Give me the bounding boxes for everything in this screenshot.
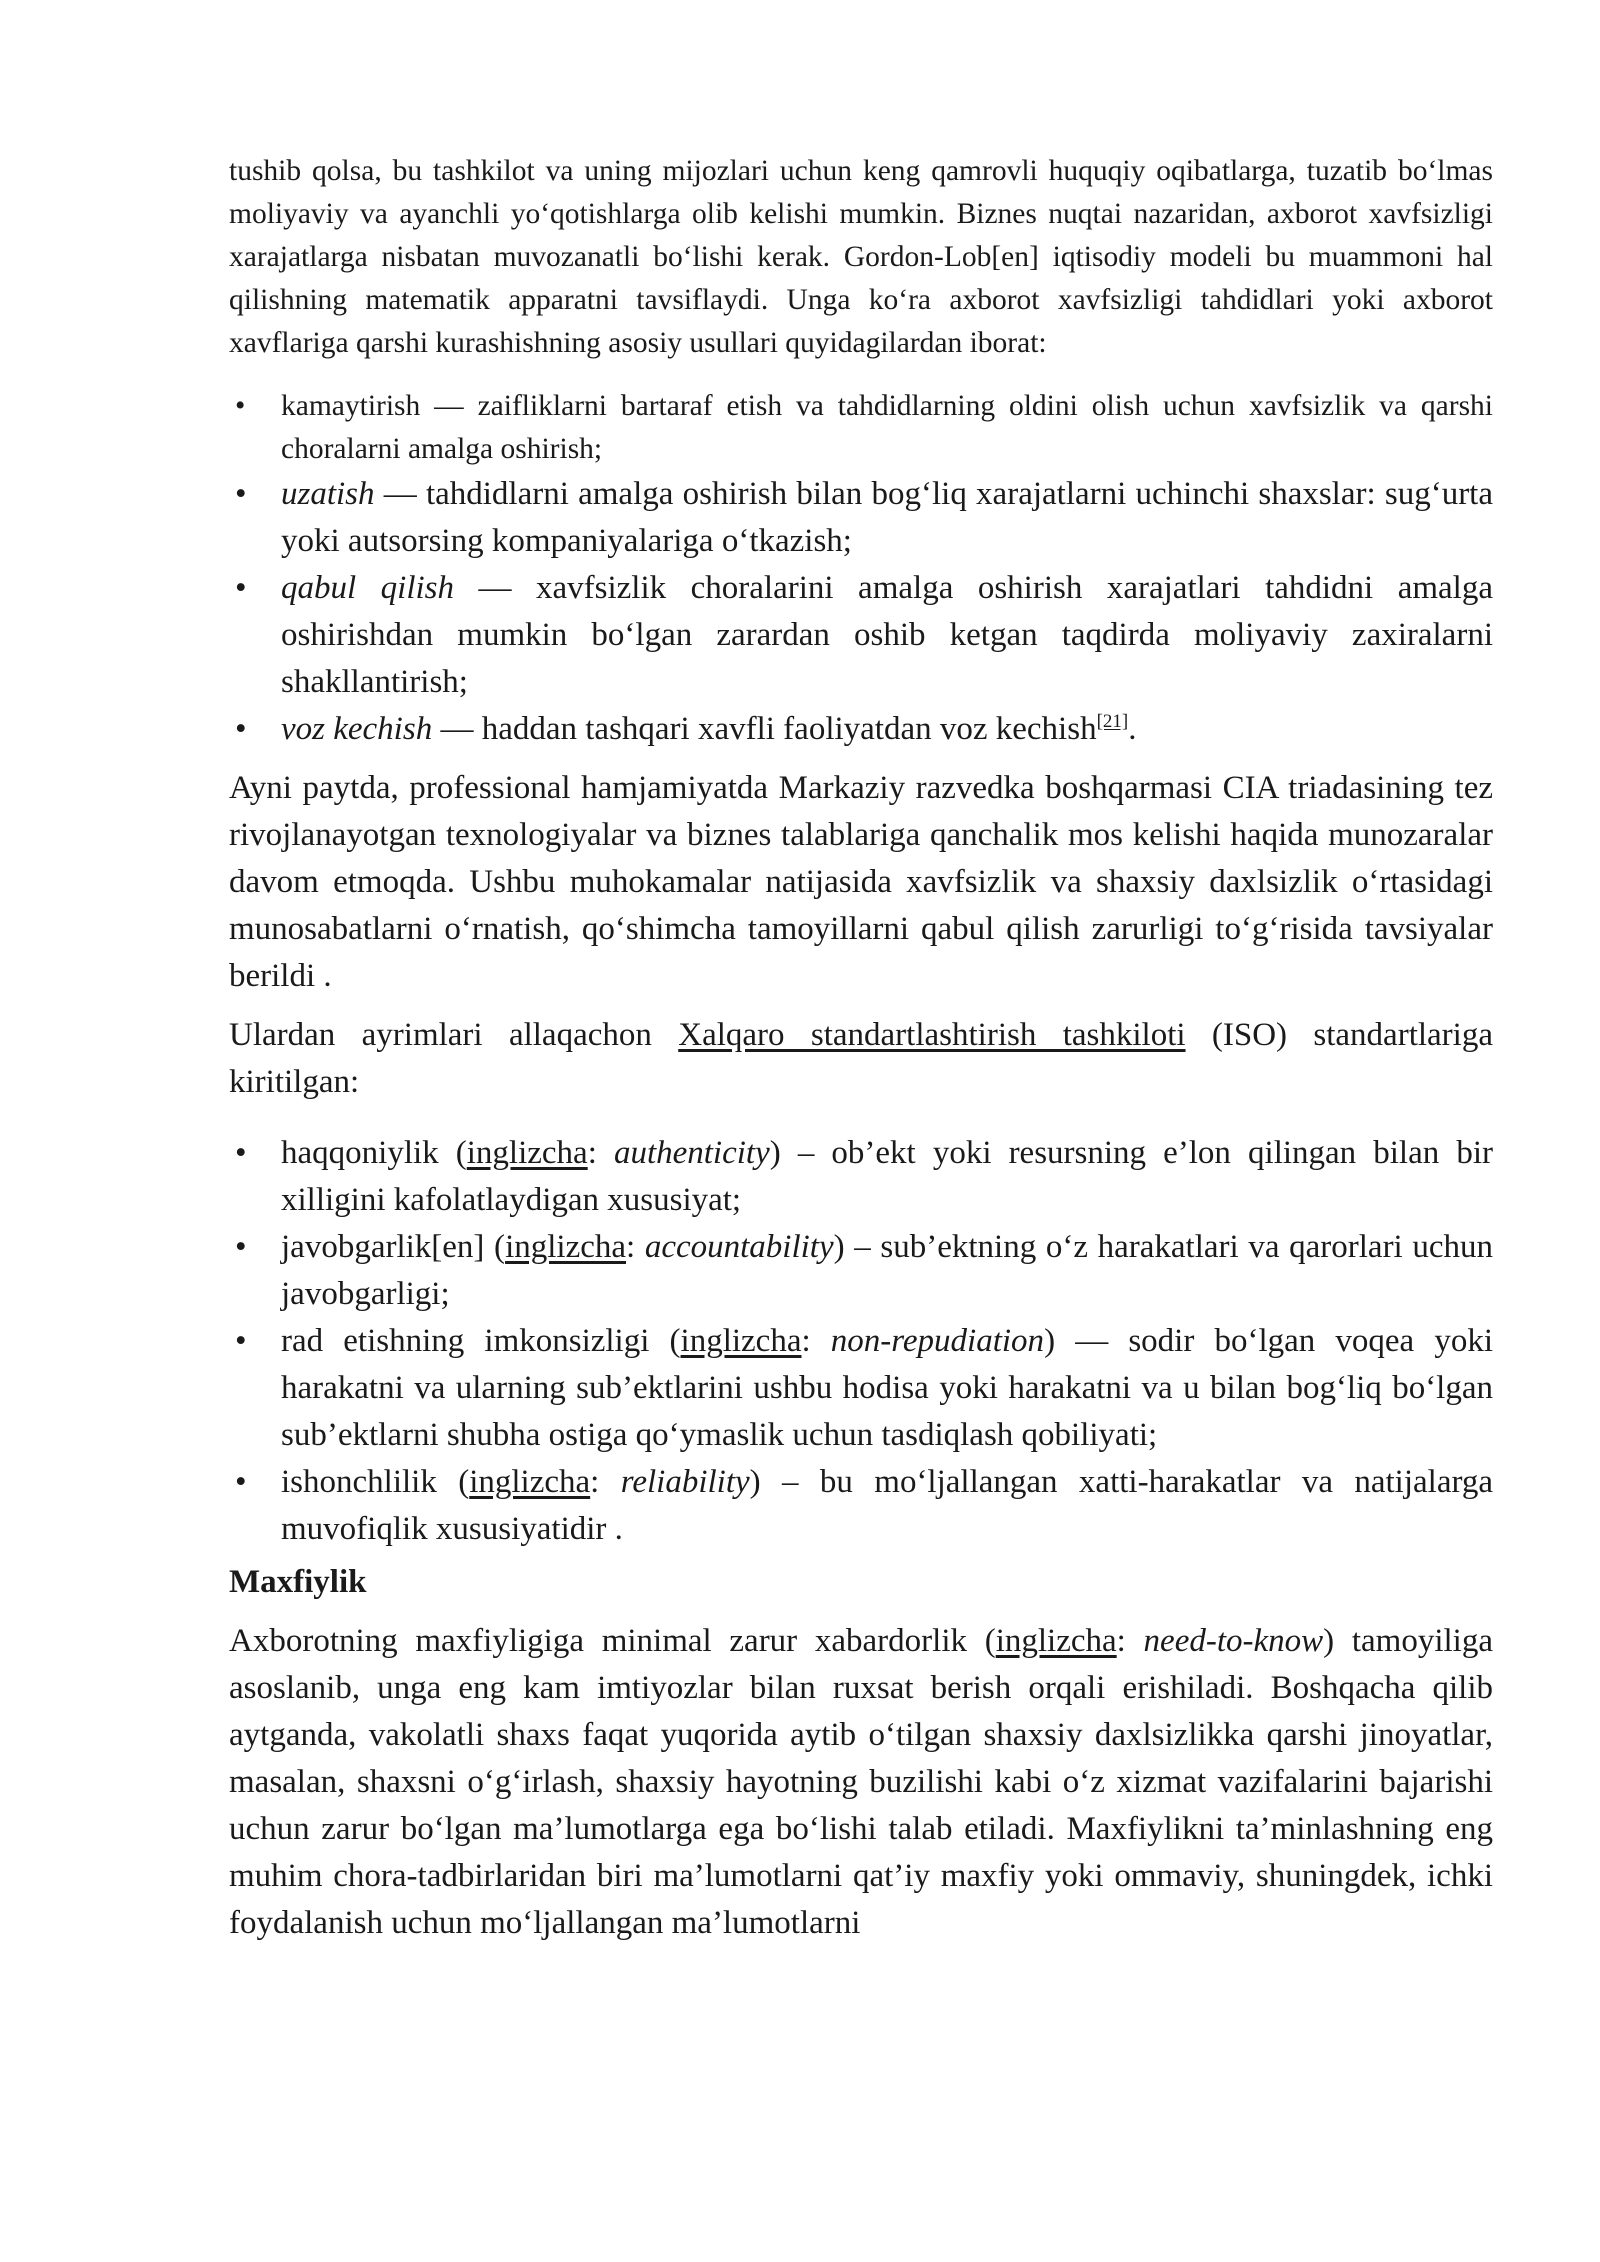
list-item bbox=[229, 706, 1493, 753]
list-item bbox=[229, 565, 1493, 706]
language-link[interactable]: inglizcha bbox=[680, 1323, 802, 1359]
dash: — bbox=[432, 711, 482, 747]
dash: — bbox=[1055, 1323, 1129, 1359]
bullet-icon: • bbox=[235, 570, 247, 606]
iso-link[interactable]: Xalqaro standartlashtirish tashkiloti bbox=[678, 1017, 1186, 1053]
english-term: reliability bbox=[620, 1464, 750, 1500]
bullet-icon: • bbox=[235, 1464, 247, 1500]
list-item bbox=[229, 1318, 1493, 1459]
principle-term: haqqoniylik bbox=[281, 1135, 439, 1171]
bullet-icon: • bbox=[235, 1135, 247, 1171]
english-term: non-repudiation bbox=[830, 1323, 1045, 1359]
paragraph-maxfiylik-before: Axborotning maxfiyligiga minimal zarur xabardorlik ( bbox=[229, 1623, 996, 1659]
language-link[interactable]: inglizcha bbox=[505, 1229, 627, 1265]
risk-term: qabul qilish bbox=[281, 570, 455, 606]
principle-description: ob’ekt yoki resursning e’lon qilingan bilan bir xilligini kafolatlaydigan xususiyat; bbox=[281, 1135, 1493, 1218]
sentence-end: . bbox=[1128, 711, 1137, 747]
risk-description: haddan tashqari xavfli faoliyatdan voz kechish bbox=[481, 711, 1097, 747]
risk-description: zaifliklarni bartaraf etish va tahdidlarning oldini olish uchun xavfsizlik va qarshi choralarni amalga oshirish; bbox=[281, 390, 1493, 465]
bullet-icon: • bbox=[235, 476, 247, 512]
risk-term: voz kechish bbox=[281, 711, 433, 747]
risk-term: kamaytirish bbox=[281, 390, 421, 422]
language-link[interactable]: inglizcha bbox=[466, 1135, 588, 1171]
document-page bbox=[229, 150, 1493, 1947]
colon: : bbox=[590, 1464, 621, 1500]
risk-term: uzatish bbox=[281, 476, 375, 512]
principle-term: ishonchlilik bbox=[281, 1464, 437, 1500]
bullet-icon: • bbox=[235, 1323, 247, 1359]
principles-list bbox=[229, 1130, 1493, 1553]
paren-open: ( bbox=[649, 1323, 681, 1359]
principle-description: sub’ektning oʻz harakatlari va qarorlari uchun javobgarligi; bbox=[281, 1229, 1494, 1312]
paren-open: ( bbox=[484, 1229, 506, 1265]
intro-paragraph: tushib qolsa, bu tashkilot va uning mijozlari uchun keng qamrovli huquqiy oqibatlarga, tuzatib boʻlmas moliyaviy va ayanchli yoʻqotishlarga olib kelishi mumkin. Biznes nuqtai nazaridan, axborot xavfsizligi xarajatlarga nisbatan muvozanatli boʻlishi kerak. Gordon-Lob[en] iqtisodiy modeli bu muammoni hal qilishning matematik apparatni tavsiflaydi. Unga koʻra axborot xavfsizligi tahdidlari yoki axborot xavflariga qarshi kurashishning asosiy usullari quyidagilardan iborat: bbox=[229, 155, 1493, 359]
principle-term: javobgarlik[en] bbox=[281, 1229, 485, 1265]
principle-term: rad etishning imkonsizligi bbox=[281, 1323, 650, 1359]
paren-open: ( bbox=[438, 1135, 467, 1171]
paren-close: ) bbox=[769, 1135, 781, 1171]
risk-methods-list bbox=[229, 385, 1493, 471]
list-item bbox=[229, 385, 1493, 471]
paren-close: ) bbox=[1044, 1323, 1056, 1359]
list-item bbox=[229, 471, 1493, 565]
paragraph-iso bbox=[229, 1012, 1493, 1106]
paragraph-cia: Ayni paytda, professional hamjamiyatda Markaziy razvedka boshqarmasi CIA triadasining tez rivojlanayotgan texnologiyalar va biznes talablariga qanchalik mos kelishi haqida munozaralar davom etmoqda. Ushbu muhokamalar natijasida xavfsizlik va shaxsiy daxlsizlik oʻrtasidagi munosabatlarni oʻrnatish, qoʻshimcha tamoyillarni qabul qilish zarurligi toʻgʻrisida tavsiyalar berildi . bbox=[229, 770, 1493, 994]
paragraph-iso-after: (ISO) standartlariga kiritilgan: bbox=[229, 1017, 1493, 1100]
bullet-icon: • bbox=[235, 711, 247, 747]
language-link[interactable]: inglizcha bbox=[995, 1623, 1117, 1659]
colon: : bbox=[801, 1323, 831, 1359]
bullet-icon: • bbox=[235, 390, 246, 422]
paren-close: ) bbox=[749, 1464, 761, 1500]
risk-description: xavfsizlik choralarini amalga oshirish xarajatlari tahdidni amalga oshirishdan mumkin boʻlgan zarardan oshib ketgan taqdirda moliyaviy zaxiralarni shakllantirish; bbox=[281, 570, 1493, 700]
principle-description: bu moʻljallangan xatti-harakatlar va natijalarga muvofiqlik xususiyatidir . bbox=[281, 1464, 1494, 1547]
section-heading: Maxfiylik bbox=[229, 1564, 367, 1600]
risk-description: tahdidlarni amalga oshirish bilan bogʻliq xarajatlarni uchinchi shaxslar: sugʻurta yoki autsorsing kompaniyalariga oʻtkazish; bbox=[281, 476, 1493, 559]
paragraph-maxfiylik bbox=[229, 1618, 1493, 1947]
english-term: accountability bbox=[644, 1229, 834, 1265]
risk-methods-list-continued bbox=[229, 471, 1493, 753]
reference-link[interactable]: [21] bbox=[1096, 711, 1129, 732]
english-term: authenticity bbox=[613, 1135, 770, 1171]
list-item bbox=[229, 1130, 1493, 1224]
english-term: need-to-know bbox=[1143, 1623, 1324, 1659]
bullet-icon: • bbox=[235, 1229, 247, 1265]
colon: : bbox=[626, 1229, 645, 1265]
dash: – bbox=[780, 1135, 832, 1171]
colon: : bbox=[1116, 1623, 1144, 1659]
dash: — bbox=[420, 390, 478, 422]
dash: — bbox=[374, 476, 426, 512]
paragraph-iso-before: Ulardan ayrimlari allaqachon bbox=[229, 1017, 679, 1053]
list-item bbox=[229, 1224, 1493, 1318]
paren-close: ) bbox=[833, 1229, 845, 1265]
dash: – bbox=[760, 1464, 820, 1500]
dash: — bbox=[454, 570, 537, 606]
dash: – bbox=[844, 1229, 881, 1265]
language-link[interactable]: inglizcha bbox=[469, 1464, 591, 1500]
paragraph-maxfiylik-after: ) tamoyiliga asoslanib, unga eng kam imtiyozlar bilan ruxsat berish orqali erishiladi. Boshqacha qilib aytganda, vakolatli shaxs faqat yuqorida aytib oʻtilgan shaxsiy daxlsizlikka qarshi jinoyatlar, masalan, shaxsni oʻgʻirlash, shaxsiy hayotning buzilishi kabi oʻz xizmat vazifalarini bajarishi uchun zarur boʻlgan ma’lumotlarga ega boʻlishi talab etiladi. Maxfiylikni ta’minlashning eng muhim chora-tadbirlaridan biri ma’lumotlarni qat’iy maxfiy yoki ommaviy, shuningdek, ichki foydalanish uchun moʻljallangan ma’lumotlarni bbox=[229, 1623, 1493, 1941]
principle-description: sodir boʻlgan voqea yoki harakatni va ularning sub’ektlarini ushbu hodisa yoki harakatni va u bilan bogʻliq boʻlgan sub’ektlarni shubha ostiga qoʻymaslik uchun tasdiqlash qobiliyati; bbox=[281, 1323, 1493, 1453]
colon: : bbox=[587, 1135, 614, 1171]
list-item bbox=[229, 1459, 1493, 1553]
paren-open: ( bbox=[436, 1464, 470, 1500]
